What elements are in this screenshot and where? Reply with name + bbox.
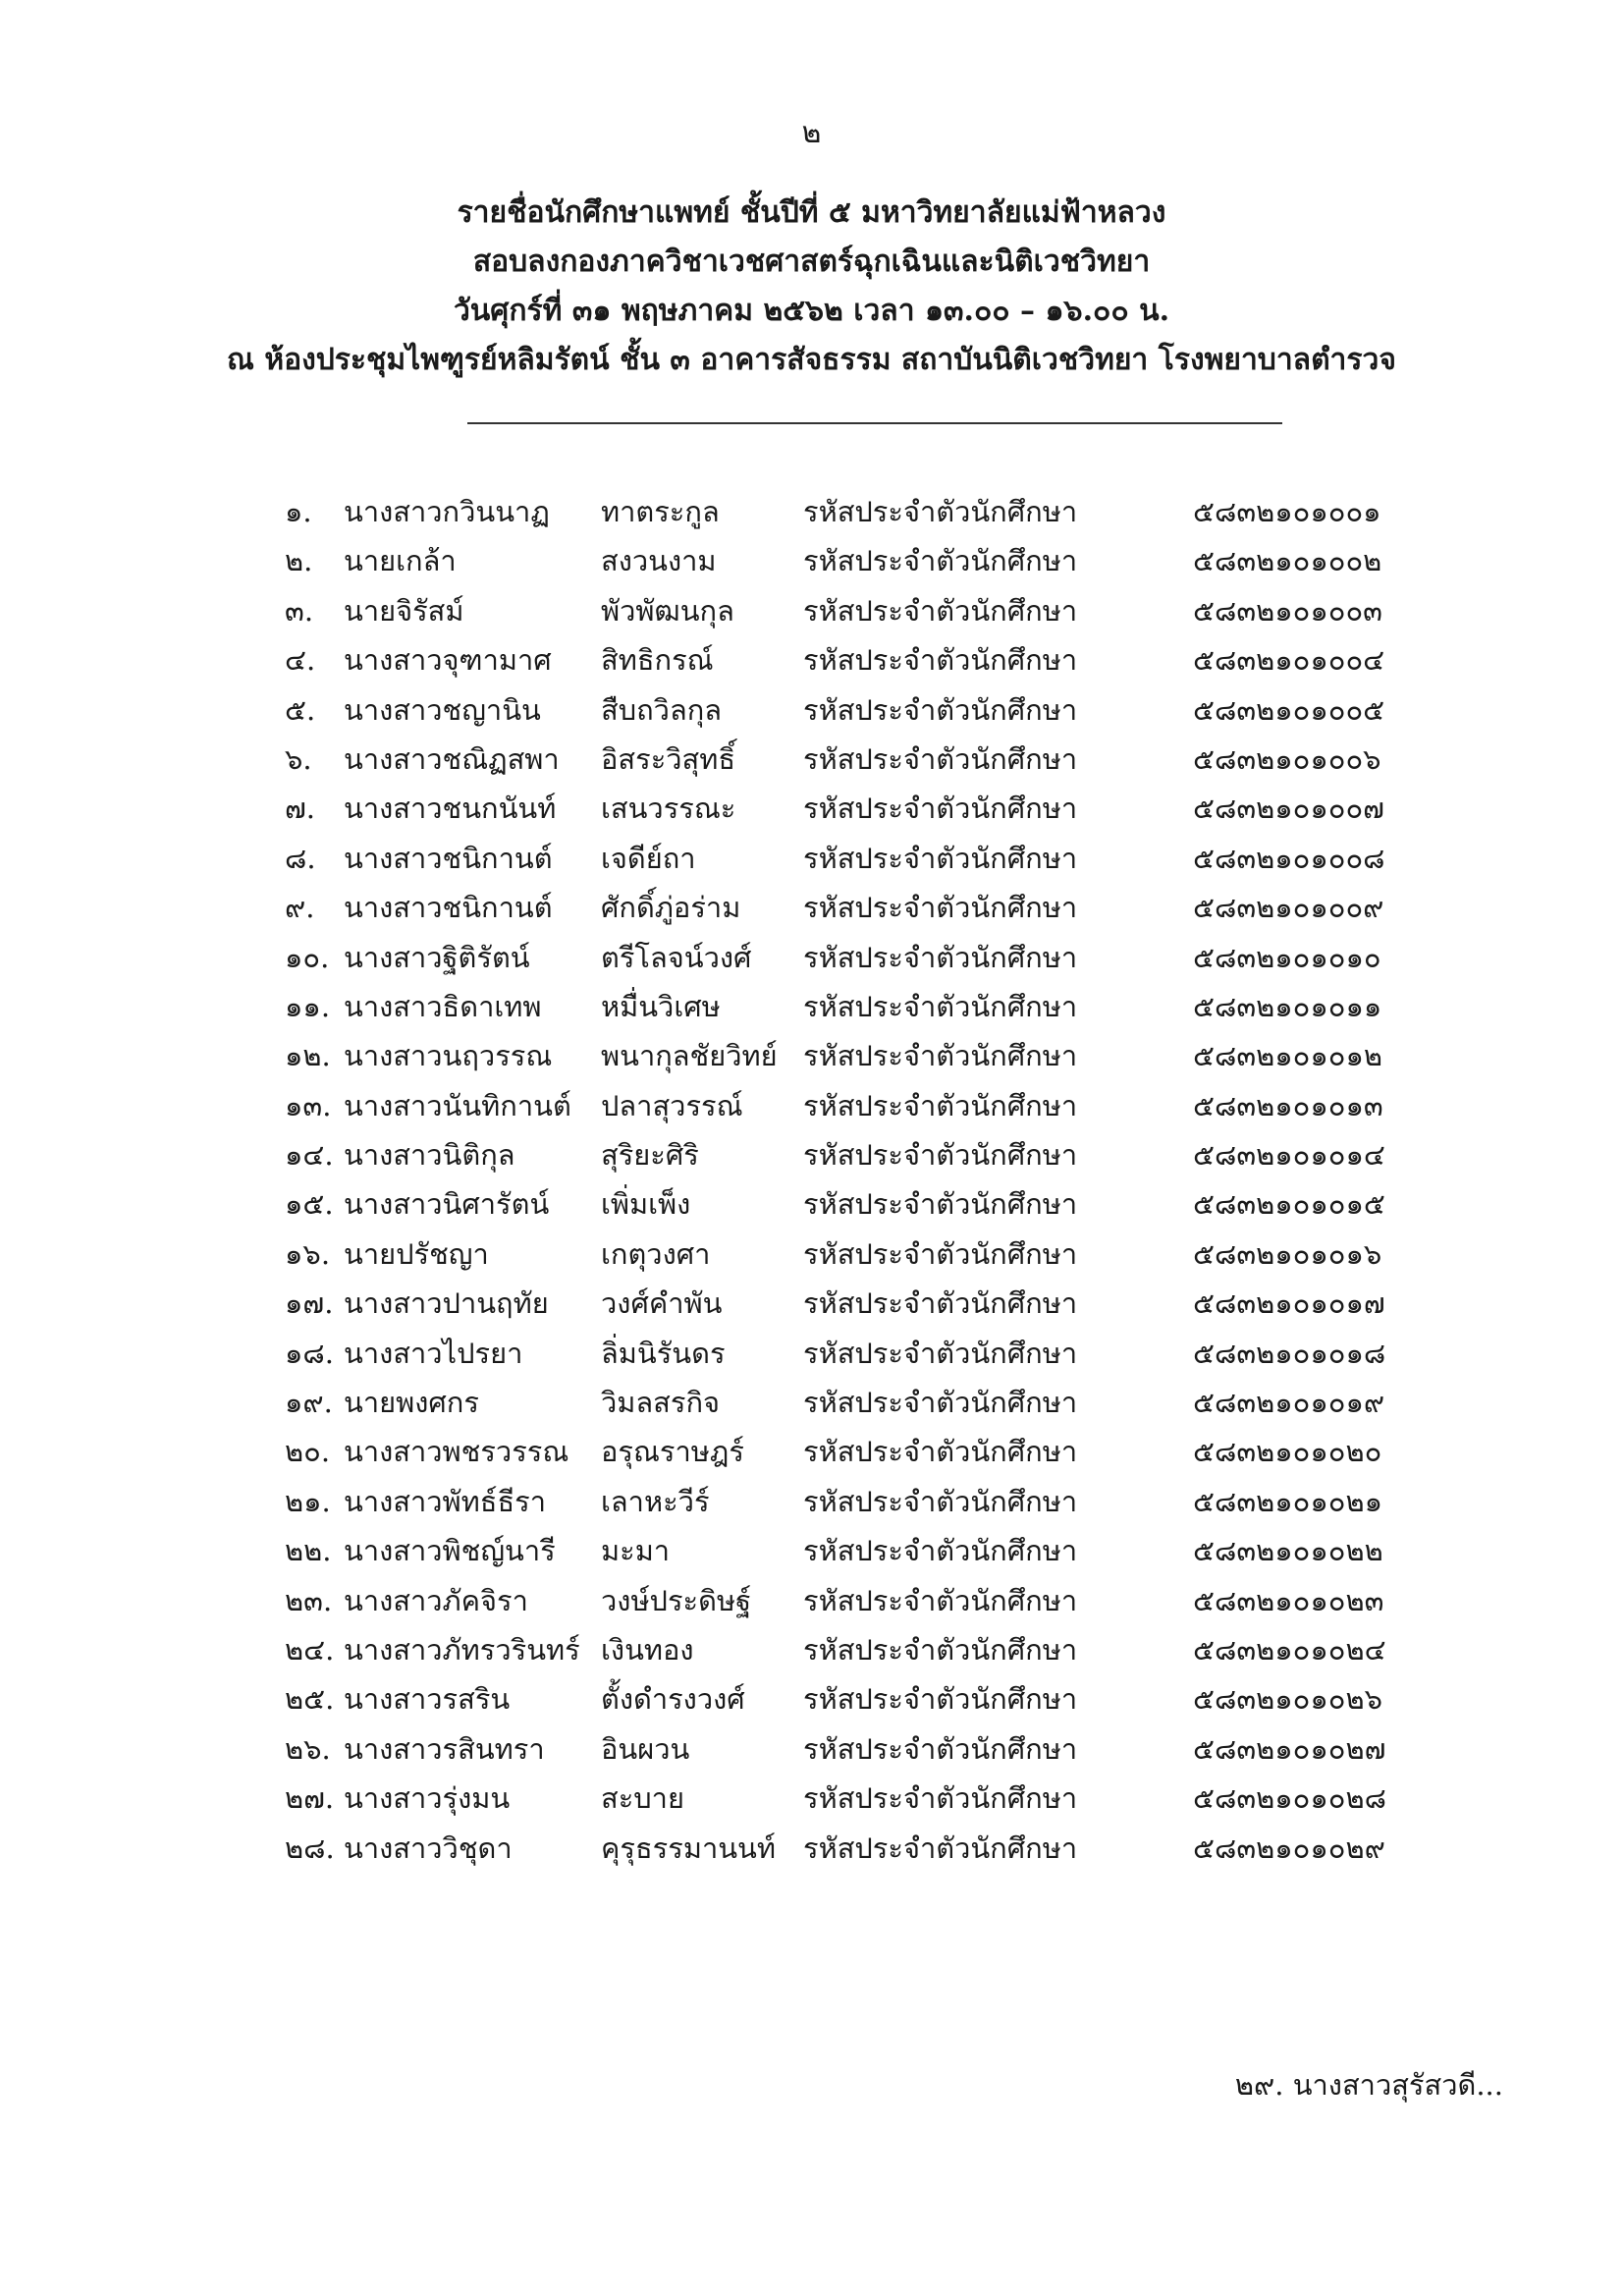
student-surname: พนากุลชัยวิทย์ bbox=[601, 1039, 778, 1073]
student-id-label: รหัสประจำตัวนักศึกษา bbox=[803, 1336, 1078, 1370]
student-id-label: รหัสประจำตัวนักศึกษา bbox=[803, 643, 1078, 678]
roster-row bbox=[0, 1031, 1623, 1080]
student-surname: สะบาย bbox=[601, 1781, 684, 1816]
student-given-name: นางสาวนิติกุล bbox=[344, 1138, 515, 1173]
student-surname: เลาหะวีร์ bbox=[601, 1484, 710, 1518]
student-surname: ตรีโลจน์วงศ์ bbox=[601, 940, 752, 974]
roster-row bbox=[0, 586, 1623, 635]
student-given-name: นายพงศกร bbox=[344, 1386, 479, 1420]
student-given-name: นายจิรัสม์ bbox=[344, 593, 464, 628]
heading-line: วันศุกร์ที่ ๓๑ พฤษภาคม ๒๕๖๒ เวลา ๑๓.๐๐ – ๑๖.๐๐ น. bbox=[453, 294, 1170, 328]
student-surname: อรุณราษฎร์ bbox=[601, 1435, 744, 1469]
roster-row bbox=[0, 1081, 1623, 1130]
student-given-name: นางสาวชนิกานต์ bbox=[344, 891, 553, 925]
student-id: ๕๘๓๒๑๐๑๐๐๕ bbox=[1193, 692, 1385, 727]
student-given-name: นางสาวรุ่งมน bbox=[344, 1781, 511, 1816]
student-id-label: รหัสประจำตัวนักศึกษา bbox=[803, 741, 1078, 776]
roster-row bbox=[0, 1477, 1623, 1526]
student-given-name: นายเกล้า bbox=[344, 544, 457, 578]
student-given-name: นางสาวฐิติรัตน์ bbox=[344, 940, 530, 974]
heading-divider bbox=[467, 422, 1282, 424]
student-id: ๕๘๓๒๑๐๑๐๑๑ bbox=[1193, 989, 1382, 1023]
document-heading bbox=[0, 189, 1623, 385]
roster-row bbox=[0, 735, 1623, 784]
roster-number: ๑๙. bbox=[285, 1386, 333, 1420]
student-id: ๕๘๓๒๑๐๑๐๒๙ bbox=[1193, 1831, 1385, 1865]
roster-row bbox=[0, 487, 1623, 536]
student-id: ๕๘๓๒๑๐๑๐๑๖ bbox=[1193, 1236, 1382, 1271]
roster-row bbox=[0, 635, 1623, 684]
roster-row bbox=[0, 784, 1623, 833]
student-id-label: รหัสประจำตัวนักศึกษา bbox=[803, 792, 1078, 826]
student-surname: ทาตระกูล bbox=[601, 495, 720, 528]
roster-number: ๒. bbox=[285, 544, 313, 578]
roster-row bbox=[0, 1674, 1623, 1723]
roster-number: ๑๑. bbox=[285, 989, 331, 1023]
student-surname: อิสระวิสุทธิ์ bbox=[601, 741, 736, 776]
student-id-label: รหัสประจำตัวนักศึกษา bbox=[803, 1831, 1078, 1865]
student-given-name: นางสาวปานฤทัย bbox=[344, 1286, 549, 1321]
student-surname: อินผวน bbox=[601, 1731, 690, 1766]
student-id-label: รหัสประจำตัวนักศึกษา bbox=[803, 1386, 1078, 1420]
student-surname: ลิ่มนิรันดร bbox=[601, 1336, 726, 1370]
student-id-label: รหัสประจำตัวนักศึกษา bbox=[803, 1435, 1078, 1469]
student-id-label: รหัสประจำตัวนักศึกษา bbox=[803, 1731, 1078, 1766]
student-given-name: นางสาวไปรยา bbox=[344, 1336, 523, 1370]
student-id-label: รหัสประจำตัวนักศึกษา bbox=[803, 1484, 1078, 1518]
student-id: ๕๘๓๒๑๐๑๐๑๕ bbox=[1193, 1187, 1385, 1222]
student-id-label: รหัสประจำตัวนักศึกษา bbox=[803, 495, 1078, 528]
roster-row bbox=[0, 1724, 1623, 1774]
student-id: ๕๘๓๒๑๐๑๐๐๔ bbox=[1193, 643, 1385, 678]
student-id-label: รหัสประจำตัวนักศึกษา bbox=[803, 940, 1078, 974]
roster-row bbox=[0, 1179, 1623, 1229]
student-id: ๕๘๓๒๑๐๑๐๑๒ bbox=[1193, 1039, 1383, 1073]
roster-row bbox=[0, 1230, 1623, 1279]
student-given-name: นางสาวชณิฏสพา bbox=[344, 741, 560, 776]
roster-number: ๔. bbox=[285, 643, 316, 678]
roster-number: ๒๐. bbox=[285, 1435, 331, 1469]
roster-number: ๒๗. bbox=[285, 1781, 335, 1816]
student-surname: เงินทอง bbox=[601, 1632, 694, 1667]
student-id: ๕๘๓๒๑๐๑๐๐๒ bbox=[1193, 544, 1382, 578]
roster-row bbox=[0, 1774, 1623, 1823]
student-surname: ปลาสุวรรณ์ bbox=[601, 1088, 743, 1122]
roster-row bbox=[0, 933, 1623, 982]
roster-row bbox=[0, 536, 1623, 585]
roster-number: ๒๕. bbox=[285, 1682, 335, 1717]
student-id-label: รหัสประจำตัวนักศึกษา bbox=[803, 1039, 1078, 1073]
student-id-label: รหัสประจำตัวนักศึกษา bbox=[803, 1187, 1078, 1222]
student-id-label: รหัสประจำตัวนักศึกษา bbox=[803, 1236, 1078, 1271]
roster-row bbox=[0, 1378, 1623, 1427]
roster-number: ๑๘. bbox=[285, 1336, 334, 1370]
student-surname: เกตุวงศา bbox=[601, 1236, 711, 1271]
student-given-name: นางสาวนิศารัตน์ bbox=[344, 1187, 550, 1222]
student-surname: วงษ์ประดิษฐ์ bbox=[601, 1583, 752, 1617]
student-id: ๕๘๓๒๑๐๑๐๒๐ bbox=[1193, 1435, 1382, 1469]
roster-number: ๗. bbox=[285, 792, 316, 826]
roster-row bbox=[0, 1427, 1623, 1476]
student-given-name: นางสาววิชุดา bbox=[344, 1831, 513, 1865]
student-given-name: นางสาวกวินนาฏ bbox=[344, 495, 550, 528]
roster-number: ๒๖. bbox=[285, 1731, 331, 1766]
student-surname: สืบถวิลกุล bbox=[601, 692, 723, 727]
student-id-label: รหัสประจำตัวนักศึกษา bbox=[803, 1781, 1078, 1816]
student-id: ๕๘๓๒๑๐๑๐๒๓ bbox=[1193, 1583, 1384, 1617]
roster-number: ๕. bbox=[285, 692, 316, 727]
student-surname: ตั้งดำรงวงศ์ bbox=[601, 1682, 745, 1717]
student-given-name: นางสาวจุฑามาศ bbox=[344, 643, 552, 678]
student-id: ๕๘๓๒๑๐๑๐๐๖ bbox=[1193, 741, 1381, 776]
student-given-name: นางสาวพิชญ์นารี bbox=[344, 1534, 556, 1568]
student-id-label: รหัสประจำตัวนักศึกษา bbox=[803, 544, 1078, 578]
roster-row bbox=[0, 883, 1623, 932]
student-given-name: นางสาวพัทธ์ธีรา bbox=[344, 1484, 547, 1518]
student-given-name: นางสาวภัคจิรา bbox=[344, 1583, 528, 1617]
student-surname: ศักดิ์ภู่อร่าม bbox=[601, 891, 741, 925]
student-id: ๕๘๓๒๑๐๑๐๒๔ bbox=[1193, 1632, 1386, 1667]
student-given-name: นางสาวรสินทรา bbox=[344, 1731, 545, 1766]
roster-row bbox=[0, 1625, 1623, 1674]
roster-number: ๑๔. bbox=[285, 1138, 334, 1173]
roster-number: ๒๔. bbox=[285, 1632, 335, 1667]
roster-number: ๙. bbox=[285, 891, 315, 925]
roster-number: ๖. bbox=[285, 741, 312, 776]
student-id: ๕๘๓๒๑๐๑๐๐๙ bbox=[1193, 891, 1384, 925]
roster-number: ๑๐. bbox=[285, 940, 330, 974]
student-given-name: นางสาวชนิกานต์ bbox=[344, 841, 553, 875]
student-id: ๕๘๓๒๑๐๑๐๑๔ bbox=[1193, 1138, 1385, 1173]
heading-line: ณ ห้องประชุมไพฑูรย์หลิมรัตน์ ชั้น ๓ อาคารสัจธรรม สถาบันนิติเวชวิทยา โรงพยาบาลตำรวจ bbox=[227, 343, 1396, 377]
student-surname: สงวนงาม bbox=[601, 544, 717, 578]
roster-number: ๓. bbox=[285, 593, 314, 628]
student-surname: สุริยะศิริ bbox=[601, 1138, 699, 1173]
roster-number: ๑. bbox=[285, 495, 312, 528]
student-id-label: รหัสประจำตัวนักศึกษา bbox=[803, 1088, 1078, 1122]
student-surname: วงศ์คำพัน bbox=[601, 1286, 723, 1321]
student-id: ๕๘๓๒๑๐๑๐๒๗ bbox=[1193, 1731, 1386, 1766]
student-given-name: นางสาวชนกนันท์ bbox=[344, 792, 557, 826]
student-given-name: นางสาวพชรวรรณ bbox=[344, 1435, 569, 1469]
student-surname: วิมลสรกิจ bbox=[601, 1386, 720, 1420]
student-surname: คุรุธรรมานนท์ bbox=[601, 1831, 776, 1865]
student-surname: เสนวรรณะ bbox=[601, 792, 736, 826]
student-given-name: นางสาวรสริน bbox=[344, 1682, 511, 1717]
heading-line: รายชื่อนักศึกษาแพทย์ ชั้นปีที่ ๕ มหาวิทยาลัยแม่ฟ้าหลวง bbox=[457, 195, 1166, 230]
roster-number: ๑๓. bbox=[285, 1088, 332, 1122]
roster-row bbox=[0, 1824, 1623, 1873]
student-id: ๕๘๓๒๑๐๑๐๑๐ bbox=[1193, 940, 1381, 974]
roster-number: ๑๗. bbox=[285, 1286, 334, 1321]
roster-number: ๒๓. bbox=[285, 1583, 333, 1617]
student-surname: พัวพัฒนกุล bbox=[601, 593, 734, 628]
student-id: ๕๘๓๒๑๐๑๐๐๑ bbox=[1193, 495, 1381, 528]
student-id: ๕๘๓๒๑๐๑๐๐๓ bbox=[1193, 593, 1383, 628]
roster-number: ๒๘. bbox=[285, 1831, 335, 1865]
student-id: ๕๘๓๒๑๐๑๐๑๘ bbox=[1193, 1336, 1386, 1370]
student-id-label: รหัสประจำตัวนักศึกษา bbox=[803, 1583, 1078, 1617]
roster-number: ๒๑. bbox=[285, 1484, 331, 1518]
student-surname: หมื่นวิเศษ bbox=[601, 989, 721, 1023]
roster-row bbox=[0, 1130, 1623, 1179]
roster-row bbox=[0, 1576, 1623, 1625]
student-id: ๕๘๓๒๑๐๑๐๑๓ bbox=[1193, 1088, 1383, 1122]
student-given-name: นางสาวภัทรวรินทร์ bbox=[344, 1632, 580, 1667]
student-id-label: รหัสประจำตัวนักศึกษา bbox=[803, 1682, 1078, 1717]
student-id-label: รหัสประจำตัวนักศึกษา bbox=[803, 1286, 1078, 1321]
student-id: ๕๘๓๒๑๐๑๐๑๗ bbox=[1193, 1286, 1385, 1321]
roster-row bbox=[0, 834, 1623, 883]
student-id: ๕๘๓๒๑๐๑๐๐๗ bbox=[1193, 792, 1384, 826]
student-id-label: รหัสประจำตัวนักศึกษา bbox=[803, 1138, 1078, 1173]
student-given-name: นางสาวนันทิกานต์ bbox=[344, 1088, 571, 1122]
student-roster bbox=[0, 487, 1623, 1873]
student-id-label: รหัสประจำตัวนักศึกษา bbox=[803, 1534, 1078, 1568]
roster-row bbox=[0, 982, 1623, 1031]
student-given-name: นางสาวธิดาเทพ bbox=[344, 989, 542, 1023]
roster-number: ๒๒. bbox=[285, 1534, 332, 1568]
student-id: ๕๘๓๒๑๐๑๐๒๘ bbox=[1193, 1781, 1386, 1816]
student-id: ๕๘๓๒๑๐๑๐๒๒ bbox=[1193, 1534, 1383, 1568]
student-id: ๕๘๓๒๑๐๑๐๒๑ bbox=[1193, 1484, 1383, 1518]
roster-number: ๘. bbox=[285, 841, 316, 875]
heading-line: สอบลงกองภาควิชาเวชศาสตร์ฉุกเฉินและนิติเวชวิทยา bbox=[472, 245, 1151, 279]
student-id-label: รหัสประจำตัวนักศึกษา bbox=[803, 593, 1078, 628]
student-id: ๕๘๓๒๑๐๑๐๐๘ bbox=[1193, 841, 1385, 875]
roster-row bbox=[0, 685, 1623, 735]
student-given-name: นางสาวนฤวรรณ bbox=[344, 1039, 553, 1073]
roster-row bbox=[0, 1329, 1623, 1378]
student-id-label: รหัสประจำตัวนักศึกษา bbox=[803, 989, 1078, 1023]
student-surname: สิทธิกรณ์ bbox=[601, 643, 714, 678]
student-id-label: รหัสประจำตัวนักศึกษา bbox=[803, 692, 1078, 727]
student-id: ๕๘๓๒๑๐๑๐๑๙ bbox=[1193, 1386, 1385, 1420]
student-id-label: รหัสประจำตัวนักศึกษา bbox=[803, 1632, 1078, 1667]
student-id-label: รหัสประจำตัวนักศึกษา bbox=[803, 891, 1078, 925]
student-surname: เพิ่มเพ็ง bbox=[601, 1187, 691, 1222]
student-id: ๕๘๓๒๑๐๑๐๒๖ bbox=[1193, 1682, 1383, 1717]
continuation-note: ๒๙. นางสาวสุรัสวดี... bbox=[1234, 2068, 1503, 2102]
student-id-label: รหัสประจำตัวนักศึกษา bbox=[803, 841, 1078, 875]
page-number: ๒ bbox=[801, 116, 822, 150]
roster-number: ๑๒. bbox=[285, 1039, 331, 1073]
roster-number: ๑๕. bbox=[285, 1187, 334, 1222]
roster-row bbox=[0, 1526, 1623, 1575]
roster-number: ๑๖. bbox=[285, 1236, 331, 1271]
student-surname: มะมา bbox=[601, 1534, 671, 1568]
student-given-name: นายปรัชญา bbox=[344, 1236, 489, 1271]
roster-row bbox=[0, 1279, 1623, 1328]
student-given-name: นางสาวชญานิน bbox=[344, 692, 541, 727]
student-surname: เจดีย์ถา bbox=[601, 841, 696, 875]
